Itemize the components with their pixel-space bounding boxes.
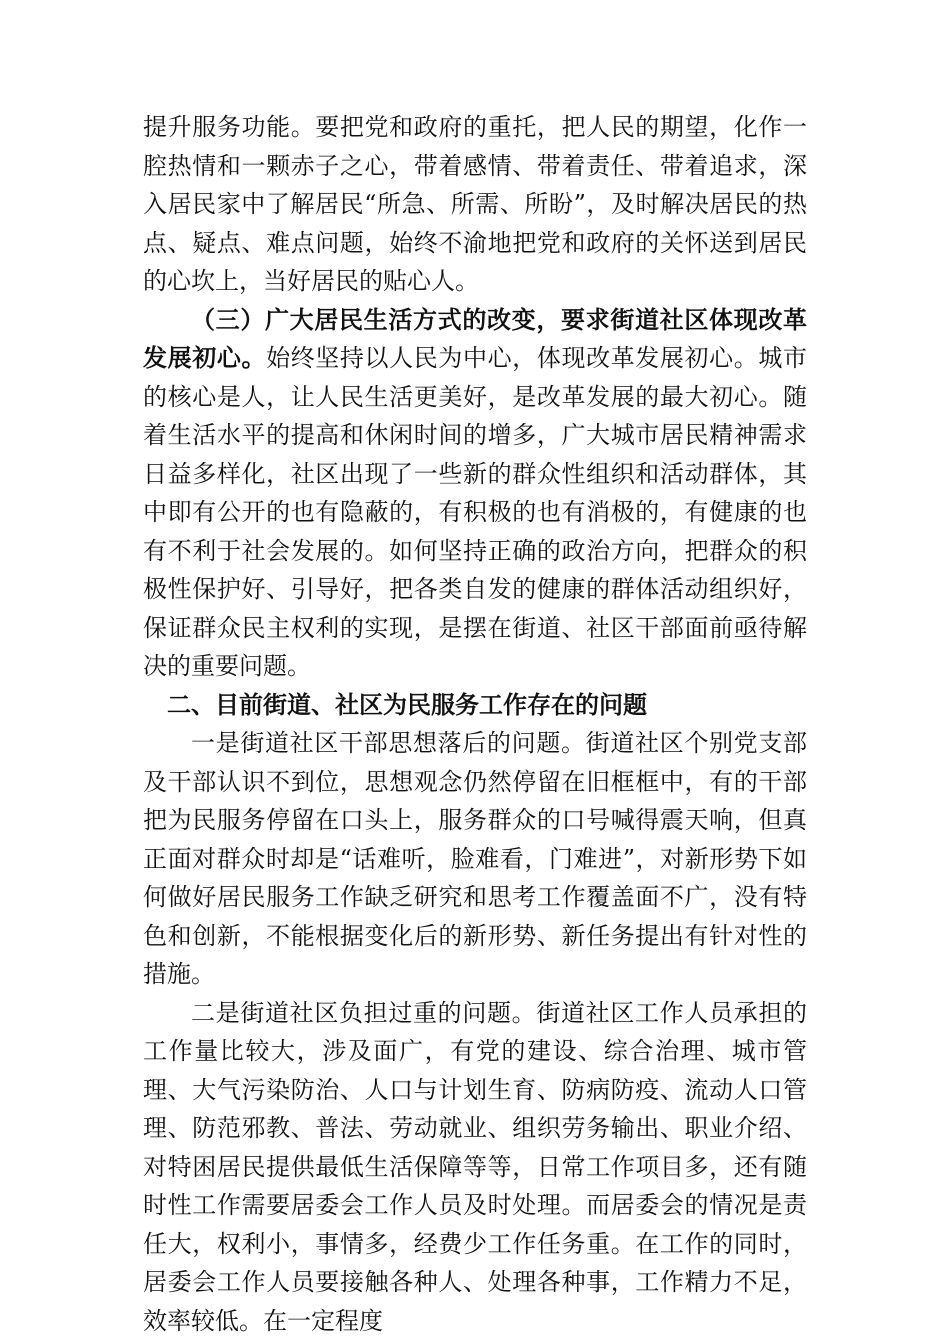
document-page: [143, 108, 807, 1340]
paragraph-3: 一是街道社区干部思想落后的问题。街道社区个别党支部及干部认识不到位，思想观念仍然停留在旧框框中，有的干部把为民服务停留在口头上，服务群众的口号喊得震天响，但真正面对群众时却是“话难听，脸难看，门难进”，对新形势下如何做好居民服务工作缺乏研究和思考工作覆盖面不广，没有特色和创新，不能根据变化后的新形势、新任务提出有针对性的措施。: [143, 729, 807, 988]
paragraph-2-body: 始终坚持以人民为中心，体现改革发展初心。城市的核心是人，让人民生活更美好，是改革发展的最大初心。随着生活水平的提高和休闲时间的增多，广大城市居民精神需求日益多样化，社区出现了一些新的群众性组织和活动群体，其中即有公开的也有隐蔽的，有积极的也有消极的，有健康的也有不利于社会发展的。如何坚持正确的政治方向，把群众的积极性保护好、引导好，把各类自发的健康的群体活动组织好，保证群众民主权利的实现，是摆在街道、社区干部面前亟待解决的重要问题。: [143, 344, 807, 680]
section-3-lead: （三）广大居民生活方式的改变，要求街道社区体现改革发展初心。: [143, 304, 807, 372]
paragraph-4: 二是街道社区负担过重的问题。街道社区工作人员承担的工作量比较大，涉及面广，有党的建设、综合治理、城市管理、大气污染防治、人口与计划生育、防病防疫、流动人口管理、防范邪教、普法、劳动就业、组织劳务输出、职业介绍、对特困居民提供最低生活保障等等，日常工作项目多，还有随时性工作需要居委会工作人员及时处理。而居委会的情况是责任大，权利小，事情多，经费少工作任务重。在工作的同时，居委会工作人员要接触各种人、处理各种事，工作精力不足，效率较低。在一定程度: [143, 998, 807, 1335]
paragraph-2: [143, 301, 807, 686]
section-heading-2: 二、目前街道、社区为民服务工作存在的问题: [167, 690, 647, 719]
paragraph-1: 提升服务功能。要把党和政府的重托，把人民的期望，化作一腔热情和一颗赤子之心，带着感情、带着责任、带着追求，深入居民家中了解居民“所急、所需、所盼”，及时解决居民的热点、疑点、难点问题，始终不渝地把党和政府的关怀送到居民的心坎上，当好居民的贴心人。: [143, 113, 807, 295]
